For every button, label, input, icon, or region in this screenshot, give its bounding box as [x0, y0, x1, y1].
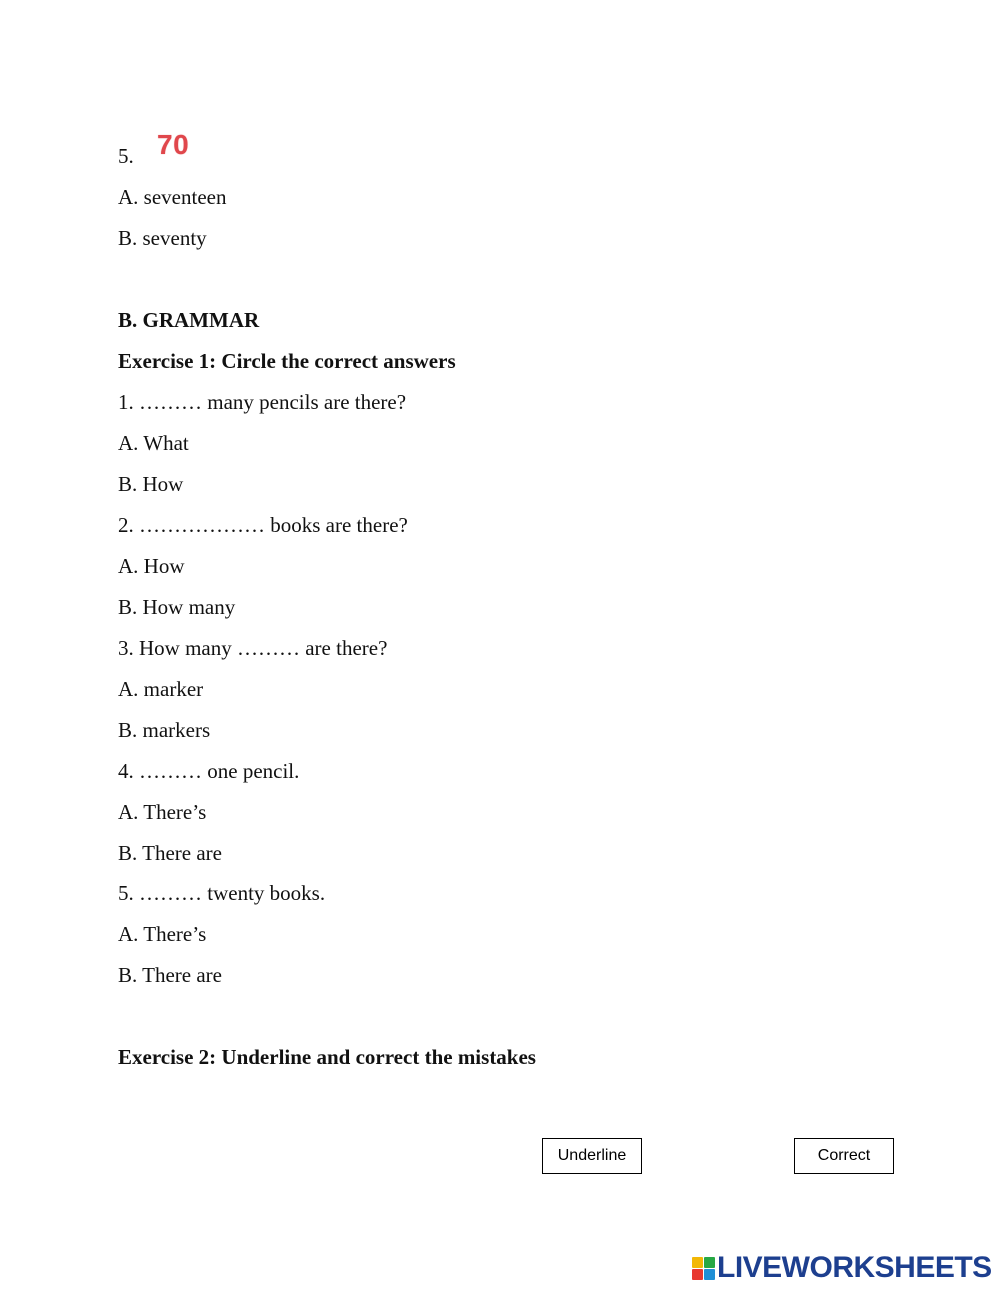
number-70-image: 70: [157, 129, 190, 160]
exercise-2-title: Exercise 2: Underline and correct the mistakes: [118, 1045, 536, 1069]
liveworksheets-logo: [692, 1252, 992, 1284]
option-a-seventeen: A. seventeen: [118, 185, 227, 209]
grammar-question-2: 2. ……………… books are there?: [118, 513, 408, 537]
grammar-question-4: 4. ……… one pencil.: [118, 759, 300, 783]
logo-square-red: [692, 1269, 703, 1280]
grammar-question-3: 3. How many ……… are there?: [118, 636, 388, 660]
logo-square-blue: [704, 1269, 715, 1280]
grammar-question-5: 5. ……… twenty books.: [118, 881, 326, 905]
grammar-question-1-option-a: A. What: [118, 431, 189, 455]
grammar-question-2-option-a: A. How: [118, 554, 185, 578]
liveworksheets-logo-icon: [692, 1257, 715, 1280]
liveworksheets-logo-text: LIVEWORKSHEETS: [717, 1251, 992, 1284]
question-5-label: 5.: [118, 144, 134, 168]
grammar-question-3-option-a: A. marker: [118, 677, 204, 701]
exercise-1-title: Exercise 1: Circle the correct answers: [118, 349, 456, 373]
correct-button[interactable]: Correct: [794, 1138, 894, 1174]
grammar-question-1-option-b: B. How: [118, 472, 184, 496]
logo-square-yellow: [692, 1257, 703, 1268]
grammar-question-5-option-a: A. There’s: [118, 922, 207, 946]
grammar-question-4-option-b: B. There are: [118, 841, 222, 865]
logo-square-green: [704, 1257, 715, 1268]
grammar-question-5-option-b: B. There are: [118, 963, 222, 987]
underline-button[interactable]: Underline: [542, 1138, 642, 1174]
section-title-grammar: B. GRAMMAR: [118, 308, 260, 332]
grammar-question-2-option-b: B. How many: [118, 595, 236, 619]
option-b-seventy: B. seventy: [118, 226, 207, 250]
grammar-question-4-option-a: A. There’s: [118, 800, 207, 824]
grammar-question-3-option-b: B. markers: [118, 718, 211, 742]
grammar-question-1: 1. ……… many pencils are there?: [118, 390, 407, 414]
